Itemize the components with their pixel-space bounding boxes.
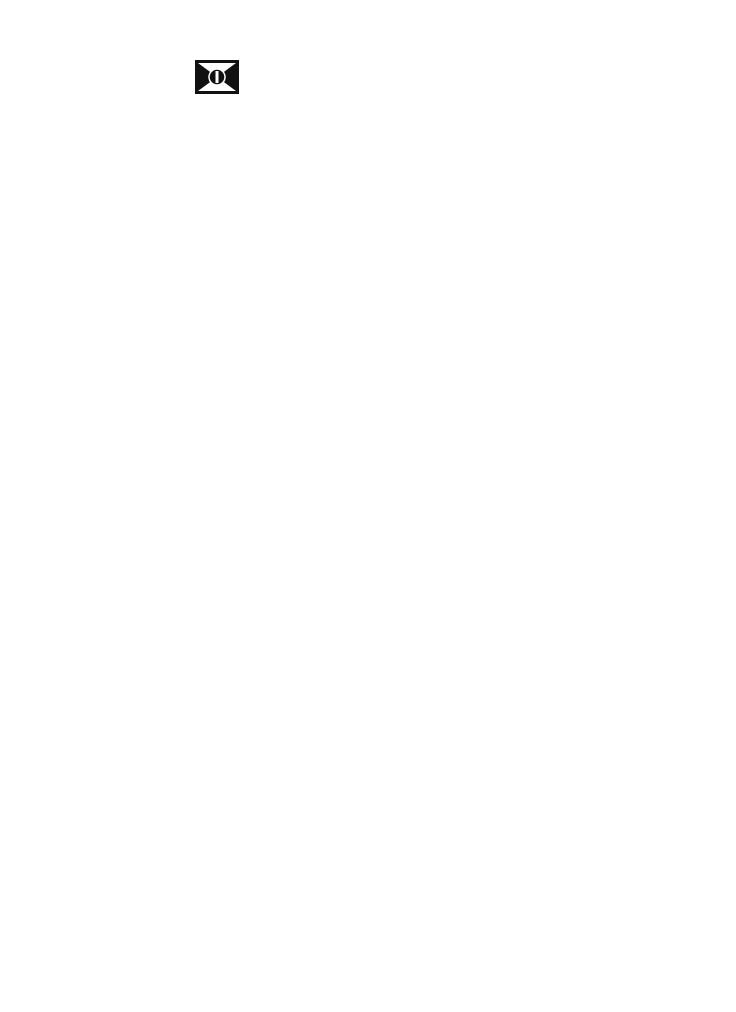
right-column: [393, 44, 699, 49]
left-column: [52, 44, 382, 110]
pennant-flag-icon: [194, 57, 240, 97]
kreuzer-abteilung-logo: [52, 54, 382, 100]
